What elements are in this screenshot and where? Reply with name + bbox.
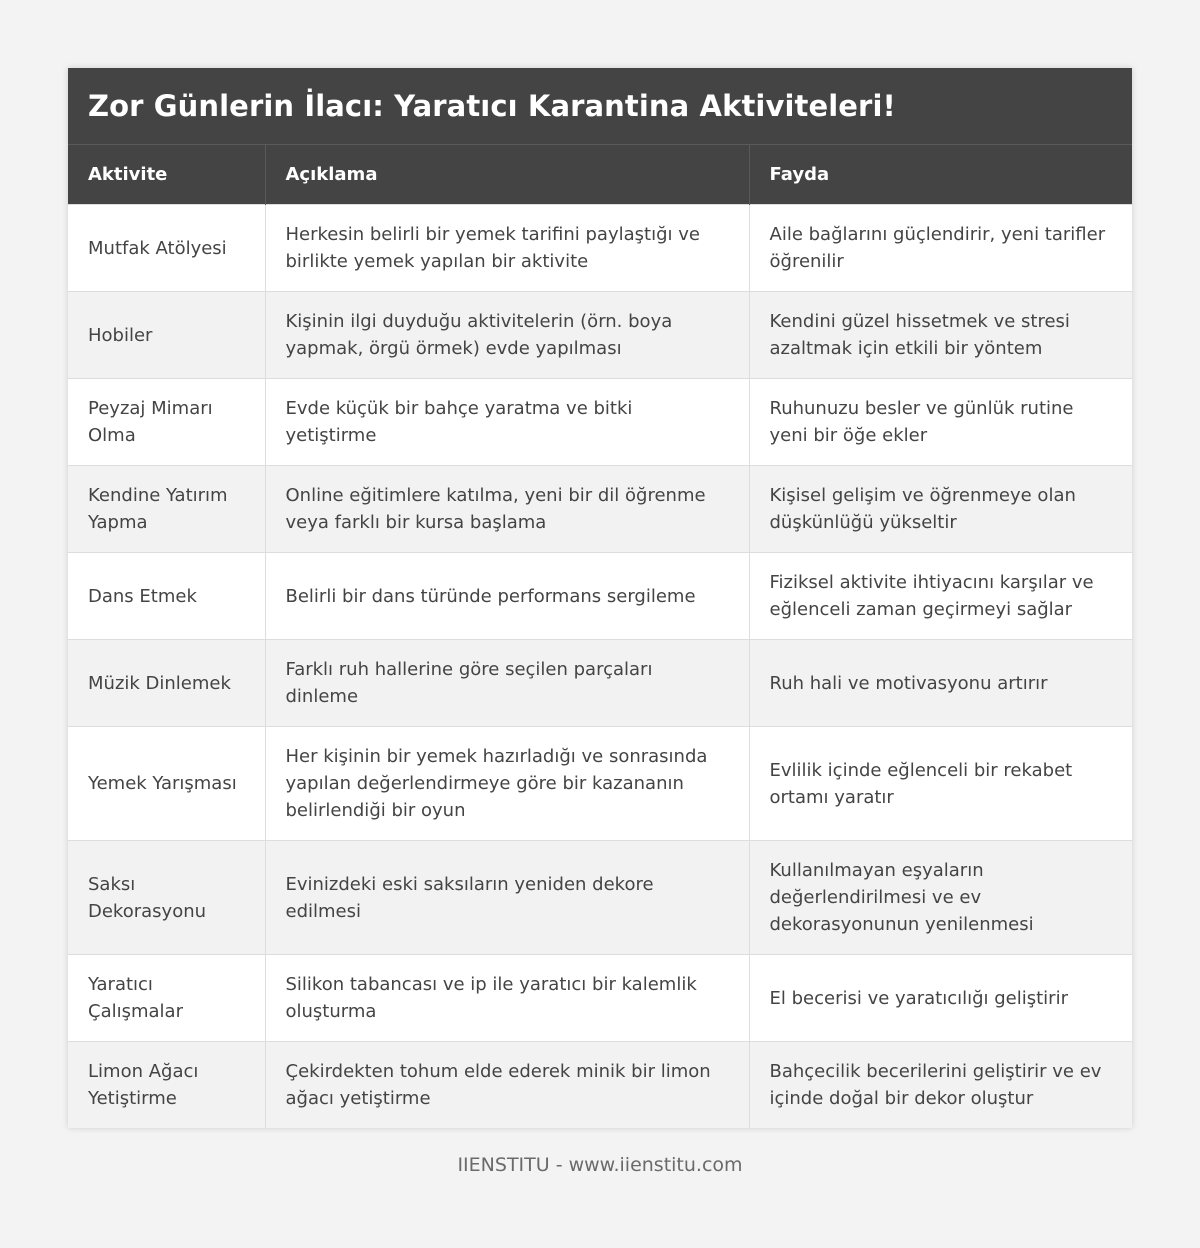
benefit-cell: Evlilik içinde eğlenceli bir rekabet ortamı yaratır	[749, 727, 1132, 841]
benefit-cell: Ruh hali ve motivasyonu artırır	[749, 640, 1132, 727]
footer-credit: IIENSTITU - www.iienstitu.com	[457, 1154, 743, 1176]
benefit-cell: Bahçecilik becerilerini geliştirir ve ev içinde doğal bir dekor oluştur	[749, 1042, 1132, 1129]
benefit-cell: Kişisel gelişim ve öğrenmeye olan düşkünlüğü yükseltir	[749, 466, 1132, 553]
table-row	[68, 553, 1132, 640]
column-header-description: Açıklama	[265, 145, 749, 205]
description-cell: Herkesin belirli bir yemek tarifini paylaştığı ve birlikte yemek yapılan bir aktivite	[265, 205, 749, 292]
page-title: Zor Günlerin İlacı: Yaratıcı Karantina Aktiviteleri!	[88, 89, 896, 123]
table-row	[68, 205, 1132, 292]
column-header-benefit: Fayda	[749, 145, 1132, 205]
table-row	[68, 292, 1132, 379]
benefit-cell: Fiziksel aktivite ihtiyacını karşılar ve eğlenceli zaman geçirmeyi sağlar	[749, 553, 1132, 640]
table-row	[68, 841, 1132, 955]
table-row	[68, 955, 1132, 1042]
description-cell: Farklı ruh hallerine göre seçilen parçaları dinleme	[265, 640, 749, 727]
activity-cell: Hobiler	[68, 292, 265, 379]
title-bar	[68, 68, 1132, 145]
description-cell: Kişinin ilgi duyduğu aktivitelerin (örn. boya yapmak, örgü örmek) evde yapılması	[265, 292, 749, 379]
description-cell: Online eğitimlere katılma, yeni bir dil öğrenme veya farklı bir kursa başlama	[265, 466, 749, 553]
activity-cell: Kendine Yatırım Yapma	[68, 466, 265, 553]
table-row	[68, 466, 1132, 553]
column-header-activity: Aktivite	[68, 145, 265, 205]
description-cell: Evinizdeki eski saksıların yeniden dekore edilmesi	[265, 841, 749, 955]
activity-cell: Müzik Dinlemek	[68, 640, 265, 727]
table-header-row	[68, 145, 1132, 205]
benefit-cell: Kullanılmayan eşyaların değerlendirilmesi ve ev dekorasyonunun yenilenmesi	[749, 841, 1132, 955]
benefit-cell: El becerisi ve yaratıcılığı geliştirir	[749, 955, 1132, 1042]
table-row	[68, 1042, 1132, 1129]
description-cell: Belirli bir dans türünde performans sergileme	[265, 553, 749, 640]
description-cell: Çekirdekten tohum elde ederek minik bir limon ağacı yetiştirme	[265, 1042, 749, 1129]
table-row	[68, 727, 1132, 841]
activities-card	[68, 68, 1132, 1128]
benefit-cell: Kendini güzel hissetmek ve stresi azaltmak için etkili bir yöntem	[749, 292, 1132, 379]
benefit-cell: Aile bağlarını güçlendirir, yeni tarifler öğrenilir	[749, 205, 1132, 292]
activity-cell: Peyzaj Mimarı Olma	[68, 379, 265, 466]
activity-cell: Saksı Dekorasyonu	[68, 841, 265, 955]
table-row	[68, 640, 1132, 727]
activity-cell: Limon Ağacı Yetiştirme	[68, 1042, 265, 1129]
description-cell: Evde küçük bir bahçe yaratma ve bitki yetiştirme	[265, 379, 749, 466]
activity-cell: Mutfak Atölyesi	[68, 205, 265, 292]
description-cell: Silikon tabancası ve ip ile yaratıcı bir kalemlik oluşturma	[265, 955, 749, 1042]
activity-cell: Yaratıcı Çalışmalar	[68, 955, 265, 1042]
activity-cell: Dans Etmek	[68, 553, 265, 640]
benefit-cell: Ruhunuzu besler ve günlük rutine yeni bir öğe ekler	[749, 379, 1132, 466]
table-row	[68, 379, 1132, 466]
description-cell: Her kişinin bir yemek hazırladığı ve sonrasında yapılan değerlendirmeye göre bir kazananın belirlendiği bir oyun	[265, 727, 749, 841]
activities-table	[68, 145, 1132, 1128]
activity-cell: Yemek Yarışması	[68, 727, 265, 841]
